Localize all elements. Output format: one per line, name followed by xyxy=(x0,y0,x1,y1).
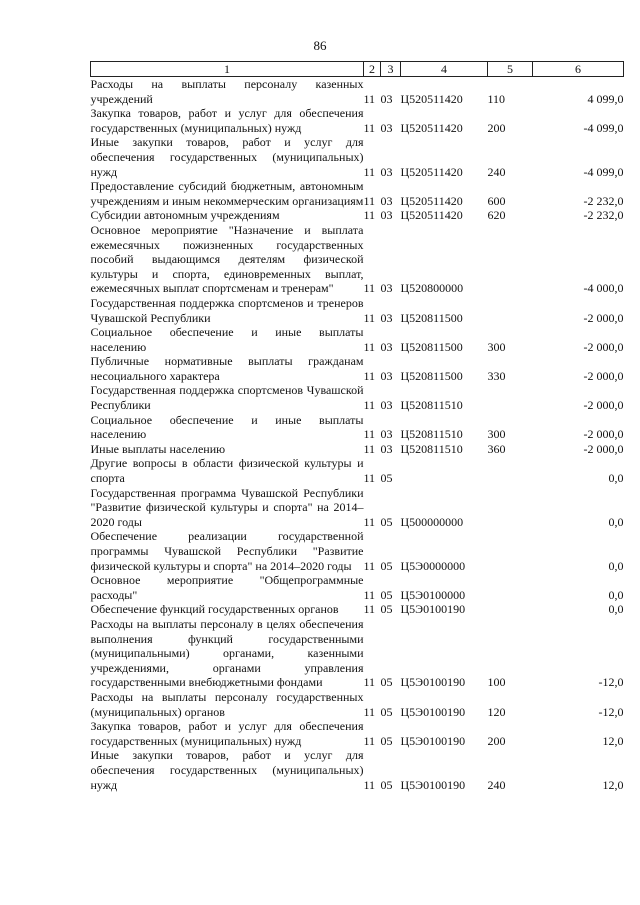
row-subsection: 03 xyxy=(380,281,393,296)
row-target-code: Ц5Э0000000 xyxy=(400,558,466,573)
row-target-code: Ц520811500 xyxy=(400,310,463,325)
row-name: Основное мероприятие "Назначение и выплата ежемесячных пожизненных государственных пособий выдающимся деятелям физической культуры и спорта, единовременных выплат, ежемесячных выплат спортсменам и тренерам" xyxy=(90,222,364,296)
row-subsection: 05 xyxy=(380,704,393,719)
row-name: Обеспечение функций государственных органов xyxy=(90,602,339,617)
row-section: 11 xyxy=(363,777,376,792)
row-expense-type: 120 xyxy=(487,704,506,719)
table-row xyxy=(91,223,624,296)
row-section: 11 xyxy=(363,704,376,719)
row-subsection: 03 xyxy=(380,208,393,223)
row-target-code: Ц520811500 xyxy=(400,339,463,354)
row-subsection: 03 xyxy=(380,91,393,106)
row-expense-type: 100 xyxy=(487,675,506,690)
table-header xyxy=(91,62,624,77)
row-amount: 0,0 xyxy=(608,587,624,602)
row-subsection: 03 xyxy=(380,193,393,208)
row-expense-type xyxy=(488,223,533,296)
row-section: 11 xyxy=(363,675,376,690)
row-target-code: Ц520811510 xyxy=(400,441,463,456)
table-row xyxy=(91,529,624,573)
row-name: Государственная поддержка спортсменов Чувашской Республики xyxy=(90,383,364,413)
row-name: Закупка товаров, работ и услуг для обеспечения государственных (муниципальных) нужд xyxy=(90,719,364,748)
row-subsection: 03 xyxy=(380,310,393,325)
row-section: 11 xyxy=(363,398,376,413)
row-amount: -4 099,0 xyxy=(583,164,624,179)
row-subsection: 03 xyxy=(380,164,393,179)
row-target-code: Ц5Э0100000 xyxy=(400,587,466,602)
row-expense-type: 300 xyxy=(487,427,506,442)
row-amount: -2 000,0 xyxy=(583,310,624,325)
table-row xyxy=(91,383,624,412)
row-subsection: 03 xyxy=(380,441,393,456)
row-expense-type: 620 xyxy=(487,208,506,223)
row-amount: -2 000,0 xyxy=(583,441,624,456)
row-expense-type: 600 xyxy=(487,193,506,208)
row-subsection: 05 xyxy=(380,777,393,792)
row-name: Государственная программа Чувашской Республики "Развитие физической культуры и спорта" на 2014–2020 годы xyxy=(90,485,364,529)
header-col-name: 1 xyxy=(91,62,364,77)
header-col-section: 2 xyxy=(364,62,381,77)
row-section: 11 xyxy=(363,427,376,442)
row-subsection: 03 xyxy=(380,427,393,442)
table-row xyxy=(91,617,624,690)
row-amount: 12,0 xyxy=(602,777,624,792)
row-name: Предоставление субсидий бюджетным, автономным учреждениям и иным некоммерческим организациям xyxy=(90,179,364,208)
row-section: 11 xyxy=(363,441,376,456)
row-name: Обеспечение реализации государственной программы Чувашской Республики "Развитие физической культуры и спорта" на 2014–2020 годы xyxy=(90,529,364,573)
row-name: Иные закупки товаров, работ и услуг для обеспечения государственных (муниципальных) нужд xyxy=(90,135,364,179)
row-amount: 4 099,0 xyxy=(587,91,624,106)
row-section: 11 xyxy=(363,193,376,208)
row-target-code: Ц500000000 xyxy=(400,514,464,529)
row-subsection: 05 xyxy=(380,471,393,486)
row-target-code: Ц5Э0100190 xyxy=(400,704,466,719)
table-row xyxy=(91,690,624,719)
row-target-code: Ц520811510 xyxy=(400,427,463,442)
row-section: 11 xyxy=(363,471,376,486)
table-row xyxy=(91,719,624,748)
row-subsection: 03 xyxy=(380,120,393,135)
row-section: 11 xyxy=(363,120,376,135)
row-section: 11 xyxy=(363,208,376,223)
row-name: Субсидии автономным учреждениям xyxy=(90,208,280,223)
row-section: 11 xyxy=(363,514,376,529)
row-target-code: Ц520511420 xyxy=(400,120,463,135)
table-row xyxy=(91,208,624,223)
row-section: 11 xyxy=(363,602,376,617)
row-subsection: 03 xyxy=(380,398,393,413)
row-amount: 0,0 xyxy=(608,514,624,529)
row-subsection: 05 xyxy=(380,602,393,617)
table-body xyxy=(91,77,624,793)
row-target-code: Ц520811500 xyxy=(400,368,463,383)
row-expense-type xyxy=(488,529,533,573)
row-section: 11 xyxy=(363,281,376,296)
row-amount: -2 000,0 xyxy=(583,427,624,442)
row-amount: 0,0 xyxy=(608,602,624,617)
row-amount: 12,0 xyxy=(602,733,624,748)
row-amount: -4 099,0 xyxy=(583,120,624,135)
row-section: 11 xyxy=(363,339,376,354)
row-expense-type xyxy=(488,383,533,412)
row-target-code: Ц520800000 xyxy=(400,281,464,296)
row-amount: 0,0 xyxy=(608,471,624,486)
row-expense-type: 110 xyxy=(487,91,506,106)
row-expense-type xyxy=(488,296,533,325)
row-amount: -2 232,0 xyxy=(583,193,624,208)
header-col-amount: 6 xyxy=(533,62,624,77)
row-expense-type: 360 xyxy=(487,441,506,456)
row-expense-type xyxy=(488,486,533,530)
header-row xyxy=(91,62,624,77)
row-target-code: Ц520811510 xyxy=(400,398,463,413)
table-row xyxy=(91,135,624,179)
row-name: Государственная поддержка спортсменов и тренеров Чувашской Республики xyxy=(90,295,364,325)
row-expense-type: 200 xyxy=(487,733,506,748)
row-name: Иные выплаты населению xyxy=(90,441,226,456)
row-subsection: 05 xyxy=(380,675,393,690)
row-subsection: 05 xyxy=(380,514,393,529)
page-number: 86 xyxy=(313,38,327,53)
table-row xyxy=(91,325,624,354)
row-expense-type xyxy=(488,602,533,617)
row-subsection: 03 xyxy=(380,339,393,354)
row-name: Другие вопросы в области физической культуры и спорта xyxy=(90,456,364,486)
row-amount: -4 000,0 xyxy=(583,281,624,296)
table-row xyxy=(91,413,624,442)
row-section: 11 xyxy=(363,310,376,325)
row-expense-type: 330 xyxy=(487,368,506,383)
row-name: Социальное обеспечение и иные выплаты населению xyxy=(90,412,364,442)
row-name: Публичные нормативные выплаты гражданам несоциального характера xyxy=(90,354,364,383)
row-amount: 0,0 xyxy=(608,558,624,573)
row-expense-type: 200 xyxy=(487,120,506,135)
row-name: Основное мероприятие "Общепрограммные расходы" xyxy=(90,573,364,602)
row-section: 11 xyxy=(363,91,376,106)
row-amount: -12,0 xyxy=(598,704,624,719)
row-target-code: Ц5Э0100190 xyxy=(400,602,466,617)
row-subsection: 05 xyxy=(380,558,393,573)
row-amount: -2 000,0 xyxy=(583,398,624,413)
table-row xyxy=(91,748,624,792)
budget-table xyxy=(90,61,624,792)
table-row xyxy=(91,602,624,617)
table-row xyxy=(91,573,624,602)
row-amount: -2 000,0 xyxy=(583,339,624,354)
row-section: 11 xyxy=(363,733,376,748)
row-target-code xyxy=(401,456,488,485)
row-expense-type: 240 xyxy=(487,164,506,179)
row-target-code: Ц520511420 xyxy=(400,193,463,208)
row-amount: -2 232,0 xyxy=(583,208,624,223)
row-name: Иные закупки товаров, работ и услуг для обеспечения государственных (муниципальных) нужд xyxy=(90,748,364,792)
table-row xyxy=(91,486,624,530)
row-section: 11 xyxy=(363,558,376,573)
row-subsection: 05 xyxy=(380,733,393,748)
table-row xyxy=(91,179,624,208)
row-target-code: Ц520511420 xyxy=(400,164,463,179)
header-col-subsection: 3 xyxy=(381,62,401,77)
row-target-code: Ц5Э0100190 xyxy=(400,733,466,748)
row-subsection: 03 xyxy=(380,368,393,383)
row-section: 11 xyxy=(363,164,376,179)
table-row xyxy=(91,77,624,107)
row-name: Расходы на выплаты персоналу государственных (муниципальных) органов xyxy=(90,689,364,719)
row-target-code: Ц5Э0100190 xyxy=(400,777,466,792)
row-name: Социальное обеспечение и иные выплаты населению xyxy=(90,325,364,354)
row-name: Расходы на выплаты персоналу в целях обеспечения выполнения функций государственными (муниципальными) органами, казенными учреждениями, органами управления государственными внебюджетными фондами xyxy=(90,616,364,690)
row-expense-type xyxy=(488,573,533,602)
row-name: Закупка товаров, работ и услуг для обеспечения государственных (муниципальных) нужд xyxy=(90,106,364,135)
row-amount: -12,0 xyxy=(598,675,624,690)
table-row xyxy=(91,296,624,325)
row-subsection: 05 xyxy=(380,587,393,602)
row-name: Расходы на выплаты персоналу казенных учреждений xyxy=(90,77,364,106)
header-col-target-code: 4 xyxy=(401,62,488,77)
row-target-code: Ц520511420 xyxy=(400,91,463,106)
row-expense-type: 300 xyxy=(487,339,506,354)
row-section: 11 xyxy=(363,368,376,383)
row-section: 11 xyxy=(363,587,376,602)
row-expense-type: 240 xyxy=(487,777,506,792)
row-target-code: Ц520511420 xyxy=(400,208,463,223)
table-row xyxy=(91,106,624,135)
row-target-code: Ц5Э0100190 xyxy=(400,675,466,690)
header-col-expense-type: 5 xyxy=(488,62,533,77)
table-row xyxy=(91,354,624,383)
table-row xyxy=(91,442,624,457)
row-amount: -2 000,0 xyxy=(583,368,624,383)
table-row xyxy=(91,456,624,485)
row-expense-type xyxy=(488,456,533,485)
